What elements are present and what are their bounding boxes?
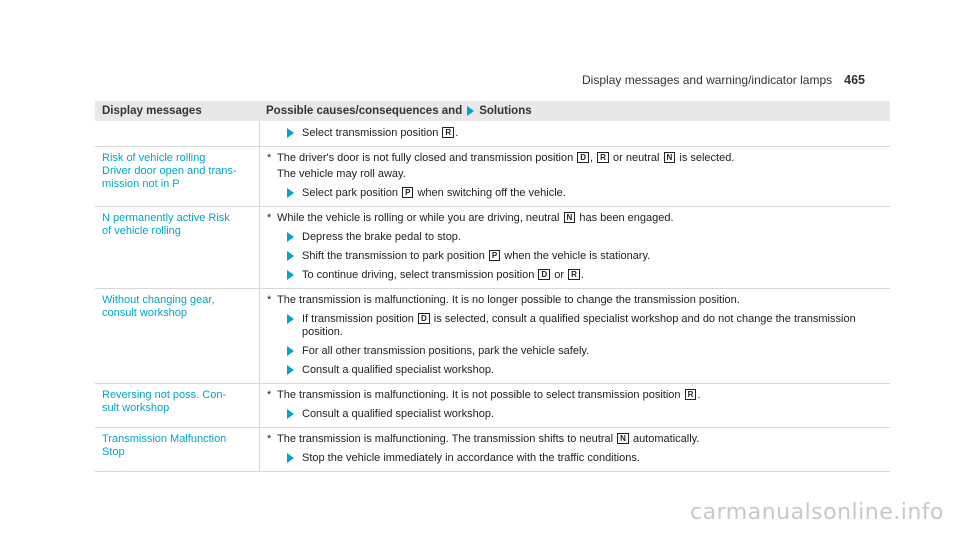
text-segment: .: [697, 389, 701, 401]
step-text: [302, 231, 890, 244]
message-cell: [95, 147, 260, 206]
gear-key-r-icon: R: [685, 389, 697, 400]
header-solutions-label: Solutions: [479, 105, 532, 117]
step-text: [302, 408, 890, 421]
header-solutions: [260, 105, 890, 117]
table-header: [95, 101, 890, 121]
cause-text: [277, 389, 700, 402]
display-message: Risk of vehicle rolling Driver door open and trans- mission not in P: [102, 152, 237, 190]
solution-step: [267, 446, 890, 465]
asterisk-icon: *: [267, 294, 272, 306]
gear-key-d-icon: D: [418, 313, 430, 324]
text-segment: The transmission is malfunctioning. The transmission shifts to neutral: [277, 433, 617, 445]
gear-key-d-icon: D: [577, 152, 589, 163]
consequence-note: The vehicle may roll away.: [277, 168, 406, 180]
solution-cell: [260, 289, 890, 383]
gear-key-d-icon: D: [538, 269, 550, 280]
solution-step: [267, 339, 890, 358]
cause-item: [267, 384, 890, 402]
text-segment: Depress the brake pedal to stop.: [302, 231, 461, 243]
arrow-right-icon: [287, 314, 294, 324]
step-text: [302, 250, 890, 263]
text-segment: If transmission position: [302, 313, 417, 325]
text-segment: Select park position: [302, 187, 402, 199]
solution-step: [267, 358, 890, 377]
text-segment: To continue driving, select transmission position: [302, 269, 538, 281]
cause-item: [267, 428, 890, 446]
gear-key-r-icon: R: [597, 152, 609, 163]
message-cell: [95, 428, 260, 471]
text-segment: .: [455, 127, 459, 139]
cause-item: [267, 289, 890, 307]
cause-text: [277, 152, 734, 165]
gear-key-r-icon: R: [568, 269, 580, 280]
section-title: Display messages and warning/indicator lamps: [582, 73, 833, 87]
gear-key-n-icon: N: [564, 212, 576, 223]
message-cell: [95, 207, 260, 288]
arrow-right-icon: [287, 453, 294, 463]
step-text: [302, 452, 890, 465]
display-message: N permanently active Risk of vehicle rolling: [102, 212, 230, 237]
text-segment: .: [580, 269, 584, 281]
text-segment: Consult a qualified specialist workshop.: [302, 408, 494, 420]
solution-step: [267, 402, 890, 421]
asterisk-icon: *: [267, 152, 272, 164]
solution-cell: [260, 428, 890, 471]
arrow-right-icon: [287, 188, 294, 198]
text-segment: is selected.: [676, 152, 735, 164]
header-causes-label: Possible causes/consequences and: [266, 105, 463, 117]
solution-step: [267, 307, 890, 339]
solution-cell: [260, 384, 890, 427]
arrow-right-icon: [287, 365, 294, 375]
arrow-right-icon: [287, 409, 294, 419]
step-text: [302, 269, 890, 282]
message-cell: [95, 121, 260, 146]
arrow-right-icon: [287, 232, 294, 242]
text-segment: or neutral: [609, 152, 663, 164]
text-segment: Shift the transmission to park position: [302, 250, 488, 262]
asterisk-icon: *: [267, 433, 272, 445]
table-row: [95, 289, 890, 384]
step-text: [302, 187, 890, 200]
gear-key-r-icon: R: [442, 127, 454, 138]
text-segment: when the vehicle is stationary.: [501, 250, 651, 262]
display-message: [102, 121, 259, 126]
asterisk-icon: *: [267, 389, 272, 401]
solution-cell: [260, 207, 890, 288]
text-segment: has been engaged.: [576, 212, 674, 224]
arrow-right-icon: [287, 270, 294, 280]
text-segment: Select transmission position: [302, 127, 442, 139]
cause-text: [277, 294, 740, 307]
watermark: carmanualsonline.info: [690, 500, 944, 525]
cause-item: [267, 147, 890, 165]
text-segment: The transmission is malfunctioning. It is not possible to select transmission position: [277, 389, 684, 401]
message-cell: [95, 289, 260, 383]
table-row: [95, 147, 890, 207]
text-segment: While the vehicle is rolling or while you are driving, neutral: [277, 212, 563, 224]
arrow-right-icon: [287, 251, 294, 261]
arrow-right-icon: [467, 106, 474, 116]
text-segment: Stop the vehicle immediately in accordance with the traffic conditions.: [302, 452, 640, 464]
table-body: [95, 121, 890, 472]
step-text: [302, 364, 890, 377]
gear-key-n-icon: N: [617, 433, 629, 444]
text-segment: or: [551, 269, 568, 281]
display-message: Without changing gear, consult workshop: [102, 294, 215, 319]
cause-item: [267, 207, 890, 225]
solution-cell: [260, 147, 890, 206]
solution-cell: [260, 121, 890, 146]
text-segment: automatically.: [629, 433, 700, 445]
gear-key-p-icon: P: [402, 187, 413, 198]
text-segment: The driver's door is not fully closed and transmission position: [277, 152, 577, 164]
step-text: [302, 313, 890, 339]
solution-step: [267, 121, 890, 140]
table-row: [95, 384, 890, 428]
text-segment: when switching off the vehicle.: [414, 187, 566, 199]
gear-key-n-icon: N: [664, 152, 676, 163]
arrow-right-icon: [287, 128, 294, 138]
asterisk-icon: *: [267, 212, 272, 224]
step-text: [302, 127, 890, 140]
header-display-messages: Display messages: [102, 105, 202, 117]
cause-text: [277, 212, 674, 225]
text-segment: is selected, consult a qualified specialist workshop and do not change the transmission position.: [302, 313, 856, 338]
text-segment: For all other transmission positions, park the vehicle safely.: [302, 345, 590, 357]
display-message: Reversing not poss. Con- sult workshop: [102, 389, 227, 414]
solution-step: [267, 244, 890, 263]
text-segment: Consult a qualified specialist workshop.: [302, 364, 494, 376]
message-cell: [95, 384, 260, 427]
text-segment: The transmission is malfunctioning. It is no longer possible to change the transmission position.: [277, 294, 740, 306]
solution-step: [267, 225, 890, 244]
messages-table: [95, 101, 890, 472]
solution-step: [267, 263, 890, 282]
table-row: [95, 428, 890, 472]
cause-text: [277, 433, 699, 446]
page-number: 465: [844, 73, 865, 87]
step-text: [302, 345, 890, 358]
gear-key-p-icon: P: [489, 250, 500, 261]
table-row: [95, 207, 890, 289]
table-row: [95, 121, 890, 147]
text-segment: ,: [590, 152, 597, 164]
arrow-right-icon: [287, 346, 294, 356]
page-header: [582, 73, 865, 87]
solution-step: [267, 181, 890, 200]
display-message: Transmission Malfunction Stop: [102, 433, 227, 458]
